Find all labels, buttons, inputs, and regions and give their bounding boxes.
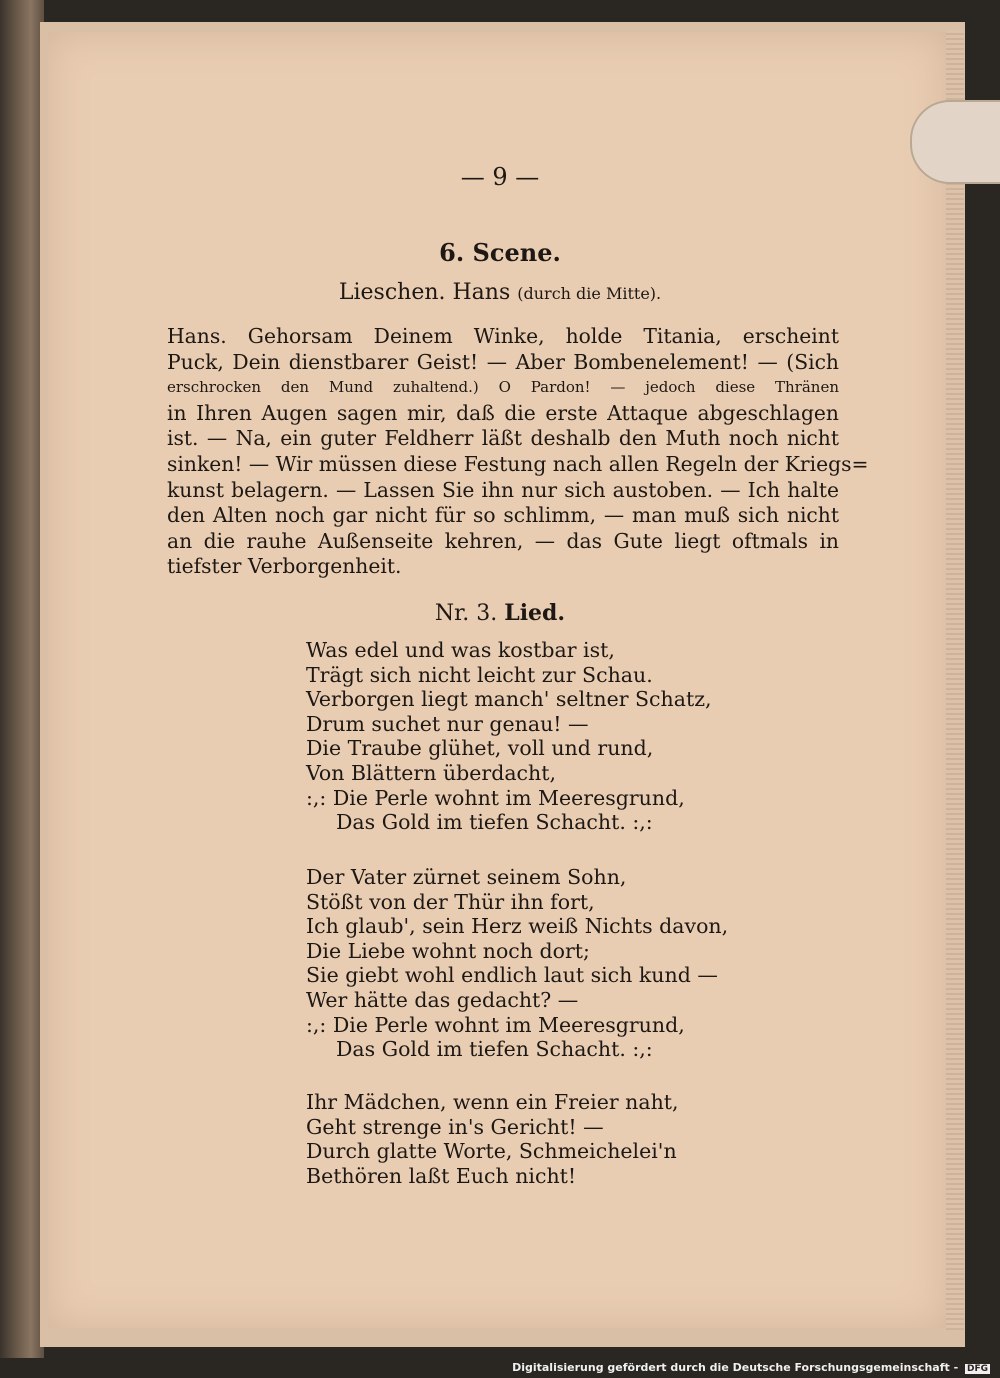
prose-line: sinken! — Wir müssen diese Festung nach allen Regeln der Kriegs= [167, 451, 869, 476]
verse-line: Geht strenge in's Gericht! — [306, 1114, 604, 1139]
verse-line: Das Gold im tiefen Schacht. :,: [336, 810, 653, 835]
verse-line: Die Traube glühet, voll und rund, [306, 736, 654, 761]
prose-line: in Ihren Augen sagen mir, daß die erste Attaque abgeschlagen [167, 400, 839, 425]
verse-line: :,: Die Perle wohnt im Meeresgrund, [306, 785, 685, 810]
verse-line: Das Gold im tiefen Schacht. :,: [336, 1037, 653, 1062]
verse-line: Drum suchet nur genau! — [306, 711, 589, 736]
verse-line: Bethören laßt Euch nicht! [306, 1163, 577, 1188]
verse-line: Stößt von der Thür ihn fort, [306, 889, 595, 914]
footer-credit: Digitalisierung gefördert durch die Deutsche Forschungsgemeinschaft - [512, 1361, 959, 1374]
scene-persons-names: Lieschen. Hans [338, 280, 511, 305]
prose-line: Hans. Gehorsam Deinem Winke, holde Titania, erscheint [167, 324, 839, 348]
page-number: — 9 — [460, 163, 540, 191]
verse-line: Von Blättern überdacht, [306, 760, 556, 785]
verse-line: Trägt sich nicht leicht zur Schau. [306, 662, 653, 687]
verse-line: Der Vater zürnet seinem Sohn, [306, 865, 627, 889]
scene-persons-note: (durch die Mitte). [517, 284, 662, 303]
digitization-footer [512, 1361, 990, 1374]
scene-title: 6. Scene. [439, 238, 561, 267]
dfg-logo: DFG [966, 1364, 988, 1374]
song-number: Nr. 3. [434, 601, 498, 626]
verse-line: Ihr Mädchen, wenn ein Freier naht, [306, 1090, 679, 1114]
prose-line: ist. — Na, ein guter Feldherr läßt deshalb den Muth noch nicht [167, 426, 839, 451]
verse-line: Die Liebe wohnt noch dort; [306, 938, 590, 963]
verse-line: Durch glatte Worte, Schmeichelei'n [306, 1139, 677, 1164]
verse-line: :,: Die Perle wohnt im Meeresgrund, [306, 1012, 685, 1037]
verse-line: Was edel und was kostbar ist, [306, 638, 615, 662]
prose-paragraph [167, 324, 869, 580]
song-stanza-1 [306, 638, 712, 835]
song-heading [0, 600, 1000, 626]
book-cover-edge [0, 0, 44, 1358]
prose-line: tiefster Verborgenheit. [167, 554, 402, 579]
song-stanza-3 [306, 1090, 679, 1188]
verse-line: Sie giebt wohl endlich laut sich kund — [306, 963, 718, 988]
song-title: Lied. [504, 600, 566, 626]
scene-persons [0, 280, 1000, 305]
verse-line: Verborgen liegt manch' seltner Schatz, [306, 687, 712, 712]
verse-line: Wer hätte das gedacht? — [306, 987, 579, 1012]
page-stack-edge [946, 30, 964, 1330]
verse-line: Ich glaub', sein Herz weiß Nichts davon, [306, 914, 729, 939]
prose-line: den Alten noch gar nicht für so schlimm, — man muß sich nicht [167, 503, 839, 528]
prose-line: erschrocken den Mund zuhaltend.) O Pardon! — jedoch diese Thränen [167, 378, 839, 397]
song-stanza-2 [306, 865, 728, 1062]
prose-line: an die rauhe Außenseite kehren, — das Gute liegt oftmals in [167, 528, 839, 553]
prose-line: kunst belagern. — Lassen Sie ihn nur sich austoben. — Ich halte [167, 477, 839, 502]
prose-line: Puck, Dein dienstbarer Geist! — Aber Bombenelement! — (Sich [167, 349, 839, 374]
